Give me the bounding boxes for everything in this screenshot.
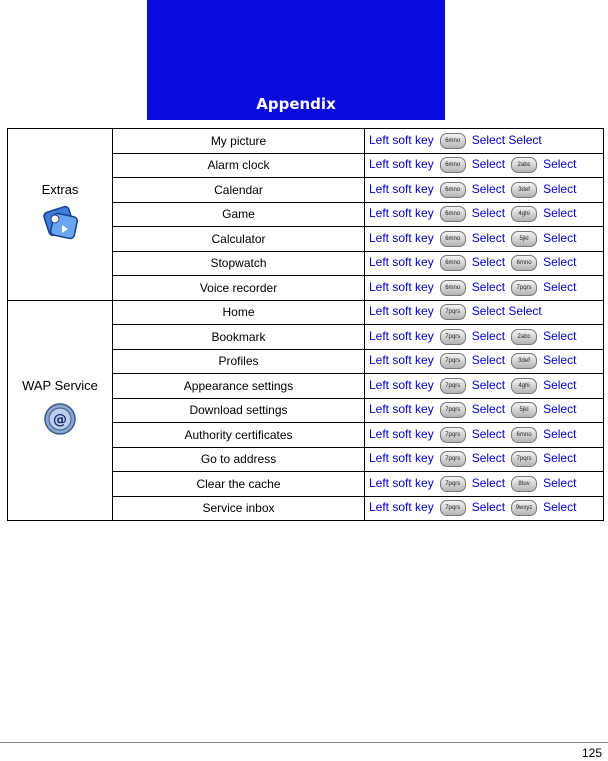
left-soft-key-label: Left soft key <box>369 181 434 196</box>
svg-text:@: @ <box>53 412 67 429</box>
left-soft-key-label: Left soft key <box>369 451 434 466</box>
menu-group-label: Extras <box>41 182 79 198</box>
select-label: Select Select <box>471 132 542 147</box>
keypad-key-icon: 6mno <box>440 280 466 296</box>
wap-icon <box>38 399 82 439</box>
menu-item-name: Home <box>113 300 365 325</box>
keypad-key-icon: 8tuv <box>511 476 537 492</box>
select-label: Select <box>543 255 577 270</box>
select-label: Select <box>543 206 577 221</box>
footer-divider <box>0 742 608 743</box>
key-sequence <box>365 398 604 423</box>
select-label: Select <box>543 157 577 172</box>
select-label: Select <box>471 451 506 466</box>
menu-item-name: Calendar <box>113 178 365 203</box>
key-sequence <box>365 227 604 252</box>
select-label: Select <box>471 255 506 270</box>
keypad-key-icon: 7pqrs <box>440 402 466 418</box>
keypad-key-icon: 6mno <box>440 133 466 149</box>
left-soft-key-label: Left soft key <box>369 132 434 147</box>
keypad-key-icon: 9wxyz <box>511 500 537 516</box>
key-sequence <box>365 496 604 521</box>
key-sequence <box>365 374 604 399</box>
keypad-key-icon: 6mno <box>440 206 466 222</box>
left-soft-key-label: Left soft key <box>369 279 434 294</box>
key-sequence <box>365 423 604 448</box>
select-label: Select <box>543 279 577 294</box>
menu-item-name: Go to address <box>113 447 365 472</box>
key-sequence <box>365 472 604 497</box>
keypad-key-icon: 5jkl <box>511 402 537 418</box>
key-sequence <box>365 129 604 154</box>
menu-item-name: Clear the cache <box>113 472 365 497</box>
select-label: Select <box>471 279 506 294</box>
menu-item-name: Appearance settings <box>113 374 365 399</box>
left-soft-key-label: Left soft key <box>369 206 434 221</box>
select-label: Select <box>543 500 577 515</box>
left-soft-key-label: Left soft key <box>369 255 434 270</box>
extras-icon <box>38 203 82 243</box>
select-label: Select Select <box>471 304 542 319</box>
left-soft-key-label: Left soft key <box>369 377 434 392</box>
keypad-key-icon: 3def <box>511 353 537 369</box>
keypad-key-icon: 7pqrs <box>440 451 466 467</box>
select-label: Select <box>471 157 506 172</box>
menu-group-cell <box>8 129 113 301</box>
left-soft-key-label: Left soft key <box>369 230 434 245</box>
select-label: Select <box>543 426 577 441</box>
key-sequence <box>365 325 604 350</box>
appendix-banner <box>147 0 445 120</box>
left-soft-key-label: Left soft key <box>369 426 434 441</box>
keypad-key-icon: 7pqrs <box>440 353 466 369</box>
key-sequence <box>365 202 604 227</box>
menu-group-label: WAP Service <box>22 378 98 394</box>
key-sequence <box>365 251 604 276</box>
select-label: Select <box>543 353 577 368</box>
keypad-key-icon: 7pqrs <box>511 280 537 296</box>
menu-item-name: Download settings <box>113 398 365 423</box>
keypad-key-icon: 6mno <box>440 182 466 198</box>
table-row <box>8 129 604 154</box>
left-soft-key-label: Left soft key <box>369 304 434 319</box>
select-label: Select <box>471 206 506 221</box>
menu-table <box>7 128 604 521</box>
keypad-key-icon: 7pqrs <box>440 427 466 443</box>
page-title: Appendix <box>256 95 336 113</box>
menu-item-name: Authority certificates <box>113 423 365 448</box>
menu-group-cell <box>8 300 113 521</box>
menu-item-name: Game <box>113 202 365 227</box>
select-label: Select <box>471 377 506 392</box>
keypad-key-icon: 5jkl <box>511 231 537 247</box>
select-label: Select <box>471 475 506 490</box>
menu-item-name: Profiles <box>113 349 365 374</box>
select-label: Select <box>471 402 506 417</box>
select-label: Select <box>543 475 577 490</box>
left-soft-key-label: Left soft key <box>369 475 434 490</box>
select-label: Select <box>471 230 506 245</box>
select-label: Select <box>471 181 506 196</box>
key-sequence <box>365 276 604 301</box>
select-label: Select <box>471 353 506 368</box>
keypad-key-icon: 7pqrs <box>440 378 466 394</box>
select-label: Select <box>543 328 577 343</box>
select-label: Select <box>471 500 506 515</box>
menu-item-name: My picture <box>113 129 365 154</box>
key-sequence <box>365 178 604 203</box>
table-row <box>8 300 604 325</box>
left-soft-key-label: Left soft key <box>369 500 434 515</box>
keypad-key-icon: 2abc <box>511 329 537 345</box>
page-number: 125 <box>581 746 602 760</box>
keypad-key-icon: 6mno <box>511 255 537 271</box>
select-label: Select <box>543 377 577 392</box>
left-soft-key-label: Left soft key <box>369 328 434 343</box>
left-soft-key-label: Left soft key <box>369 402 434 417</box>
menu-item-name: Calculator <box>113 227 365 252</box>
keypad-key-icon: 6mno <box>511 427 537 443</box>
keypad-key-icon: 7pqrs <box>440 304 466 320</box>
key-sequence <box>365 153 604 178</box>
keypad-key-icon: 2abc <box>511 157 537 173</box>
left-soft-key-label: Left soft key <box>369 353 434 368</box>
keypad-key-icon: 7pqrs <box>511 451 537 467</box>
key-sequence <box>365 447 604 472</box>
keypad-key-icon: 7pqrs <box>440 476 466 492</box>
menu-item-name: Service inbox <box>113 496 365 521</box>
keypad-key-icon: 4ghi <box>511 206 537 222</box>
select-label: Select <box>543 181 577 196</box>
menu-item-name: Alarm clock <box>113 153 365 178</box>
select-label: Select <box>543 451 577 466</box>
keypad-key-icon: 7pqrs <box>440 329 466 345</box>
keypad-key-icon: 7pqrs <box>440 500 466 516</box>
keypad-key-icon: 6mno <box>440 157 466 173</box>
key-sequence <box>365 300 604 325</box>
select-label: Select <box>471 426 506 441</box>
select-label: Select <box>543 402 577 417</box>
menu-item-name: Stopwatch <box>113 251 365 276</box>
menu-table-body <box>8 129 604 521</box>
select-label: Select <box>471 328 506 343</box>
keypad-key-icon: 6mno <box>440 231 466 247</box>
keypad-key-icon: 4ghi <box>511 378 537 394</box>
menu-item-name: Bookmark <box>113 325 365 350</box>
select-label: Select <box>543 230 577 245</box>
keypad-key-icon: 6mno <box>440 255 466 271</box>
keypad-key-icon: 3def <box>511 182 537 198</box>
left-soft-key-label: Left soft key <box>369 157 434 172</box>
key-sequence <box>365 349 604 374</box>
menu-item-name: Voice recorder <box>113 276 365 301</box>
